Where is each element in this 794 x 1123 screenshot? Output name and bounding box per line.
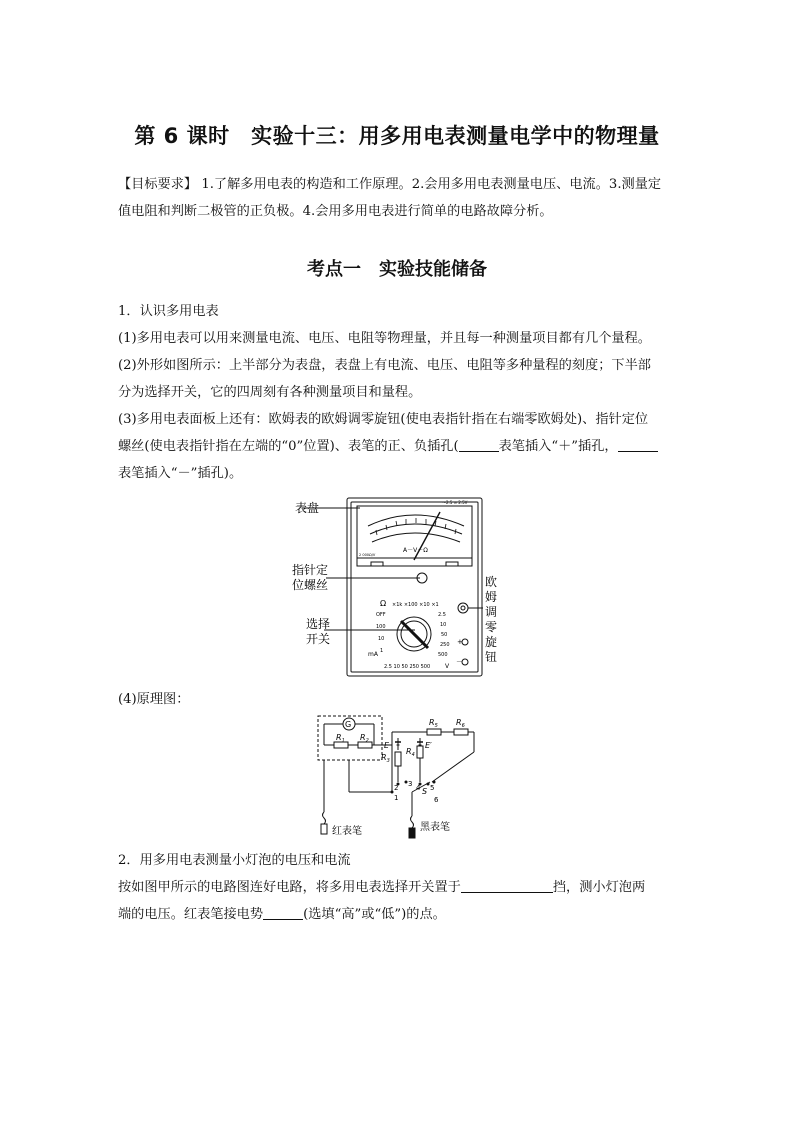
s2-line1a: 按如图甲所示的电路图连好电路，将多用电表选择开关置于 xyxy=(118,880,461,895)
label-switch-1: 选择 xyxy=(306,617,331,631)
red-probe-label: 红表笔 xyxy=(332,826,362,837)
off-label: OFF xyxy=(376,612,386,618)
r6-label: $R_6$ xyxy=(456,718,465,729)
label-knob-6: 钮 xyxy=(485,650,498,664)
e-prime-label: E′ xyxy=(425,741,432,750)
s1-p3-line2b: 表笔插入“＋”插孔， xyxy=(498,439,618,454)
resistor-r6 xyxy=(454,729,468,735)
circuit-figure xyxy=(312,712,492,842)
label-screw-2: 位螺丝 xyxy=(292,578,329,592)
r4-label: $R_4$ xyxy=(406,747,415,758)
goals xyxy=(118,171,680,225)
ohm-ranges: ×1k ×100 ×10 ×1 xyxy=(392,602,439,608)
terminal-2: 2 xyxy=(394,784,399,792)
s1-p1: (1)多用电表可以用来测量电流、电压、电阻等物理量，并且每一种测量项目都有几个量程。 xyxy=(118,331,651,346)
ma-10: 10 xyxy=(378,636,385,642)
label-knob-5: 旋 xyxy=(485,635,498,649)
resistor-r4 xyxy=(417,746,423,758)
s2-line2b: (选填“高”或“低”)的点。 xyxy=(303,907,446,922)
terminal-6: 6 xyxy=(434,796,439,804)
blank-switch-setting[interactable] xyxy=(461,878,553,893)
label-knob-3: 调 xyxy=(485,605,498,619)
section-1 xyxy=(118,298,680,487)
v-50: 50 xyxy=(441,632,448,638)
terminal-1: 1 xyxy=(394,794,399,802)
resistor-r5 xyxy=(427,729,441,735)
terminal-5: 5 xyxy=(430,784,435,792)
goals-label: 【目标要求】 xyxy=(118,177,198,192)
v-250: 250 xyxy=(440,642,450,648)
label-switch-2: 开关 xyxy=(306,632,331,646)
plus-jack[interactable] xyxy=(462,639,468,645)
label-knob-2: 姆 xyxy=(485,590,498,604)
plus-sign: + xyxy=(457,638,463,646)
ma-1: 1 xyxy=(380,648,384,654)
page-title: 第 6 课时 实验十三：用多用电表测量电学中的物理量 xyxy=(134,124,660,148)
v-10: 10 xyxy=(440,622,447,628)
s2-heading: 2．用多用电表测量小灯泡的电压和电流 xyxy=(118,853,351,868)
r5-label: $R_5$ xyxy=(429,718,438,729)
s2-line1b: 挡，测小灯泡两 xyxy=(552,880,646,895)
s1-p2-line2: 分为选择开关，它的四周刻有各种测量项目和量程。 xyxy=(118,385,422,400)
r2-label: $R_2$ xyxy=(360,733,369,744)
s1-p3-line1: (3)多用电表面板上还有：欧姆表的欧姆调零旋钮(使电表指针指在右端零欧姆处)、指针定位 xyxy=(118,412,649,427)
r1-label: $R_1$ xyxy=(336,733,345,744)
label-knob-1: 欧 xyxy=(485,575,498,589)
goals-text-1: 1.了解多用电表的构造和工作原理。2.会用多用电表测量电压、电流。3.测量定 xyxy=(201,177,662,192)
dial-unit: A－V－Ω xyxy=(403,547,428,554)
s1-p2-line1: (2)外形如图所示：上半部分为表盘，表盘上有电流、电压、电阻等多种量程的刻度；下半部 xyxy=(118,358,651,373)
dial-corner-left: 2 000Ω/V xyxy=(359,553,376,557)
v-unit: V xyxy=(445,663,450,670)
section-heading: 考点一 实验技能储备 xyxy=(307,259,487,280)
ohm-zero-knob[interactable] xyxy=(458,603,468,613)
s1-p4: (4)原理图： xyxy=(118,692,190,707)
ma-100: 100 xyxy=(376,624,386,630)
v-2-5: 2.5 xyxy=(438,612,446,618)
multimeter-figure xyxy=(280,490,510,685)
blank-minus-probe[interactable] xyxy=(618,437,658,452)
s1-heading: 1．认识多用电表 xyxy=(118,304,219,319)
s2-line2a: 端的电压。红表笔接电势 xyxy=(118,907,264,922)
black-probe xyxy=(409,828,415,838)
label-knob xyxy=(485,575,497,664)
terminal-4: 4 xyxy=(416,784,421,792)
dial-corner-right: ～2.5 ⊙ 2.5V xyxy=(442,500,468,505)
s1-p3-line2a: 螺丝(使电表指针指在左端的“0”位置)、表笔的正、负插孔( xyxy=(118,439,459,454)
section-2 xyxy=(118,847,680,928)
e-label: E xyxy=(384,741,390,750)
omega-label: Ω xyxy=(380,599,387,608)
v-bottom-labels: 2.5 10 50 250 500 xyxy=(384,664,431,670)
minus-sign: － xyxy=(456,658,463,666)
switch-label: S xyxy=(422,787,428,796)
black-probe-label: 黑表笔 xyxy=(420,822,450,833)
galvanometer-label: G xyxy=(345,720,352,729)
blank-plus-probe[interactable] xyxy=(459,437,499,452)
blank-potential[interactable] xyxy=(263,905,303,920)
label-knob-4: 零 xyxy=(485,620,498,634)
label-screw-1: 指针定 xyxy=(292,563,329,577)
v-500: 500 xyxy=(438,652,448,658)
goals-text-2: 值电阻和判断二极管的正负极。4.会用多用电表进行简单的电路故障分析。 xyxy=(118,204,553,219)
resistor-r3 xyxy=(395,752,401,766)
ma-unit: mA xyxy=(368,651,378,658)
label-dial: 表盘 xyxy=(295,501,320,515)
r3-label: $R_3$ xyxy=(381,753,390,764)
s1-p3-line3: 表笔插入“－”插孔)。 xyxy=(118,466,243,481)
terminal-3: 3 xyxy=(408,780,413,788)
red-probe xyxy=(321,824,327,834)
